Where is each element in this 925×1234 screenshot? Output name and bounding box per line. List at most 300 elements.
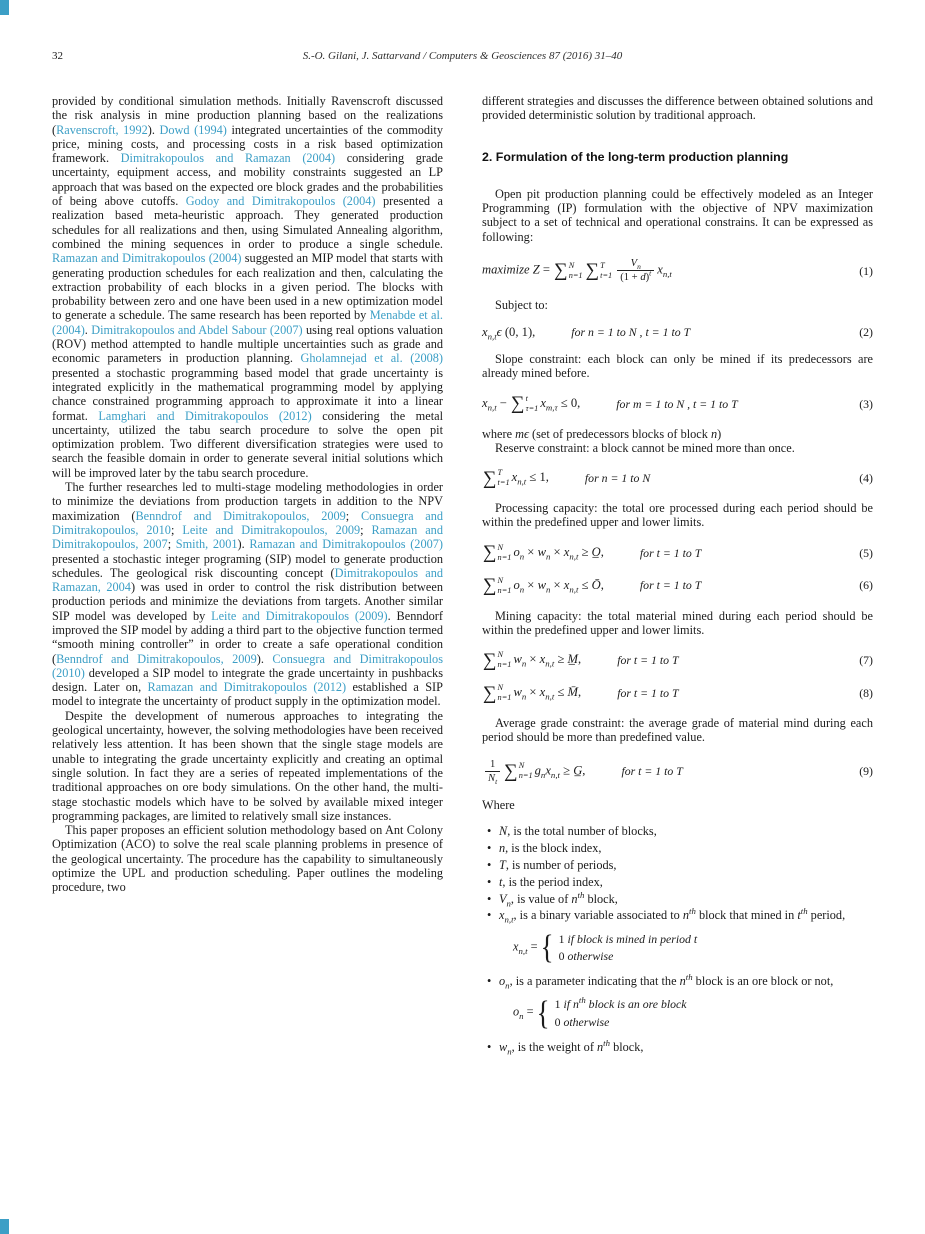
equation-condition: for n = 1 to N , t = 1 to T (571, 324, 691, 339)
text-run: ≤ 0, (557, 395, 581, 410)
citation-link[interactable]: Ramazan and Dimitrakopoulos (2004) (52, 251, 242, 266)
summation-upper-limit: t (525, 393, 528, 403)
text-run: different strategies and discusses the difference between obtained solutions and provided deterministic solution by traditional approach. (482, 94, 873, 123)
summation-limits (526, 394, 539, 414)
text-run: , is the weight of (511, 1040, 597, 1055)
math-variable: o (513, 544, 520, 559)
math-variable: N (499, 824, 508, 839)
summation-symbol (586, 261, 613, 281)
text-run: considering the metal uncertainty, utilized the tabu search procedure to solve the open pit optimization problem. Two different diversification strategies were used to search the feasible domain in order to generate several initial solutions which will be improved later by the tabu search procedure. (52, 408, 443, 480)
math-variable: n (571, 891, 578, 906)
math-subscript: n,t (518, 945, 528, 956)
math-superscript: th (578, 995, 586, 1006)
paragraph (52, 480, 443, 709)
text-run: , is a binary variable associated to (513, 908, 683, 923)
text-run: presented a realization based meta-heuristic approach. They generated production schedules for all realizations and then, using Simulated Annealing algorithm, combined the mining sequences in order to produce a single schedule. (52, 194, 443, 251)
math-subscript: n,t (517, 476, 527, 487)
text-run: Where (482, 798, 515, 813)
left-column (52, 94, 443, 1057)
equation-condition: for t = 1 to T (617, 685, 679, 700)
section-heading: 2. Formulation of the long-term production planning (482, 149, 789, 164)
brace-glyph: { (540, 928, 554, 966)
text-run: , is a parameter indicating that the (509, 974, 680, 989)
math-subscript: n,t (487, 331, 497, 342)
math-variable: t (797, 908, 801, 923)
text-run: developed a SIP model to integrate the grade uncertainty in pushbacks design. Later on, (52, 665, 443, 695)
piecewise-definition (540, 928, 698, 966)
math-variable: t (499, 874, 503, 889)
text-run: Reserve constraint: a block cannot be mined more than once. (495, 440, 795, 455)
math-subscript: n (507, 1046, 512, 1057)
summation-lower-limit: t=1 (497, 478, 510, 488)
citation-link[interactable]: Consuegra and Dimitrakopoulos, 2010 (52, 508, 443, 537)
text-run: , is number of periods, (505, 857, 617, 872)
brace-glyph: { (536, 993, 550, 1032)
equation-number: (9) (859, 764, 873, 779)
list-item (499, 858, 873, 872)
text-run: ≤ (578, 577, 592, 592)
math-subscript: n (505, 980, 510, 991)
equation-number: (2) (859, 324, 873, 339)
citation-link[interactable]: Leite and Dimitrakopoulos (2009) (211, 608, 388, 623)
text-run: ) was used in order to control the risk distribution between production periods and minimize the deviations from targets. Another similar SIP model was developed by (52, 580, 443, 623)
math-superscript: th (577, 889, 585, 900)
summation-lower-limit: n=1 (497, 552, 512, 562)
text-run: considering grade uncertainty, equipment access, and mobility constraints suggested an LP approach that was based on the expected ore block grades and the probabilities of being above cutoffs. (52, 151, 444, 209)
math-variable: V (499, 891, 507, 906)
math-variable: x (511, 470, 518, 485)
text-run: period, (807, 908, 846, 923)
piecewise-row (555, 997, 687, 1011)
piecewise-row (559, 932, 698, 946)
text-run: The further researches led to multi-stage modeling methodologies in order to minimize the deviations from production targets in addition to the NPV maximization ( (52, 480, 443, 523)
text-run: ≥ (554, 651, 568, 666)
piecewise-rows (559, 932, 698, 964)
right-column (482, 94, 873, 1057)
paragraph (482, 798, 873, 812)
text-run: , is the block index, (505, 841, 602, 856)
text-run: ). (147, 122, 160, 137)
summation-limits (569, 261, 583, 281)
math-variable: maximize Z (482, 262, 543, 277)
text-run: ≥ (578, 544, 592, 559)
paragraph (482, 716, 873, 745)
page-number: 32 (52, 50, 63, 62)
summation-symbol (554, 261, 582, 281)
text-run: block, (584, 891, 618, 906)
equation-number: (1) (859, 263, 873, 278)
text-run: ) (717, 426, 722, 441)
math-superscript: t (649, 268, 652, 278)
sigma-glyph: ∑ (504, 760, 518, 782)
math-superscript: th (689, 906, 696, 917)
math-variable: otherwise (563, 1014, 610, 1029)
text-run: ). (237, 537, 250, 552)
text-run: ; (170, 522, 183, 537)
sigma-glyph: ∑ (483, 682, 497, 704)
text-run: ≥ (559, 763, 574, 778)
fraction-denominator (617, 270, 654, 284)
math-superscript: th (685, 972, 693, 983)
text-run: Mining capacity: the total material mined during each period should be within the predefined upper and lower limits. (482, 608, 873, 637)
text-run: = (523, 1005, 537, 1020)
math-variable: x (539, 684, 546, 699)
paragraph (482, 187, 873, 244)
math-variable: ϵ (496, 324, 502, 339)
math-subscript: n (545, 551, 551, 562)
citation-link[interactable]: Benndrof and Dimitrakopoulos, 2009 (135, 508, 346, 523)
math-subscript: n (540, 769, 546, 780)
equation-body (482, 543, 604, 563)
page-edge-mark-bottom (0, 1219, 9, 1234)
equation-condition: for t = 1 to T (639, 578, 702, 593)
text-run: = (542, 262, 554, 277)
equation-body (482, 576, 604, 596)
equation (482, 683, 873, 703)
math-variable: w (499, 1040, 508, 1055)
summation-upper-limit: N (568, 260, 575, 270)
text-run: established a SIP model to integrate the uncertainty of product supply in the optimization model. (52, 680, 443, 709)
citation-link[interactable]: Leite and Dimitrakopoulos, 2009 (182, 522, 361, 537)
text-run: block that mined in (695, 908, 798, 923)
text-run: , (578, 684, 582, 699)
summation-upper-limit: N (497, 575, 504, 585)
equation-number: (8) (859, 685, 873, 700)
summation-lower-limit: n=1 (497, 693, 512, 702)
running-head: S.-O. Gilani, J. Sattarvand / Computers & Geosciences 87 (2016) 31–40 (302, 50, 623, 62)
fraction-numerator (487, 758, 498, 771)
math-variable: block is an ore block (585, 997, 687, 1012)
text-run: . Benndorf improved the SIP model by adding a third part to the objective function termed “smooth mining controller” in order to create a safe operational condition ( (52, 608, 443, 666)
summation-limits (498, 650, 512, 670)
page-header (52, 50, 873, 64)
citation-link[interactable]: Dimitrakopoulos and Ramazan, 2004 (52, 565, 443, 595)
list-item (499, 889, 873, 908)
math-variable: o (499, 974, 506, 989)
citation-link[interactable]: Menabde et al. (2004) (52, 308, 443, 337)
paragraph (482, 609, 873, 638)
summation-upper-limit: N (518, 761, 525, 771)
math-variable: x (539, 651, 546, 666)
fraction-numerator (628, 257, 644, 270)
citation-link[interactable]: Ramazan and Dimitrakopoulos (2007) (249, 537, 443, 552)
summation-limits (498, 683, 512, 703)
equation-number: (4) (859, 471, 873, 486)
text-run: presented a stochastic programming based model that grade uncertainty is integrated explicitly in the mathematical programming model by applying chance constrained programming approach to approximate it into a linear format. (52, 365, 443, 423)
sigma-glyph: ∑ (511, 393, 525, 415)
math-variable: mϵ (515, 426, 529, 441)
math-variable: x (482, 395, 488, 410)
list-item (499, 875, 873, 889)
sigma-glyph: ∑ (585, 260, 600, 282)
text-run: × (550, 577, 564, 592)
math-variable: x (540, 395, 546, 410)
list-item (499, 841, 873, 855)
summation-lower-limit: n=1 (518, 771, 533, 781)
text-run: ; (167, 537, 176, 552)
summation-symbol (483, 468, 510, 488)
summation-limits (498, 468, 510, 488)
text-run: × (526, 651, 540, 666)
sigma-glyph: ∑ (483, 575, 497, 597)
text-run: (0, 1), (501, 324, 536, 339)
equation-condition: for t = 1 to T (621, 764, 683, 779)
text-run: Slope constraint: each block can only be mined if its predecessors are already mined before. (482, 352, 873, 381)
equation-body (482, 324, 536, 342)
summation-limits (600, 261, 612, 281)
equation-body (482, 468, 549, 488)
citation-link[interactable]: Smith, 2001 (175, 537, 238, 552)
text-run: × (550, 544, 564, 559)
math-subscript: n (545, 584, 551, 594)
citation-link[interactable]: Ramazan and Dimitrakopoulos, 2007 (52, 522, 443, 552)
math-variable: M̲ (567, 651, 579, 666)
equation (482, 543, 873, 563)
citation-link[interactable]: Ramazan and Dimitrakopoulos (2012) (147, 680, 347, 695)
text-run: Open pit production planning could be effectively modeled as an Integer Programming (IP) formulation with the objective of NPV maximization subject to a set of technical and operational constrains. It can be expressed as following: (482, 186, 873, 244)
summation-lower-limit: t=1 (600, 270, 613, 280)
paragraph (482, 352, 873, 381)
list-item (499, 906, 873, 966)
math-subscript: n (637, 262, 641, 272)
text-run: × (526, 684, 540, 699)
definition-list (482, 824, 873, 1057)
equation-condition: for t = 1 to T (617, 652, 679, 667)
text-run: × (524, 577, 538, 592)
inline-definition-equation (513, 993, 873, 1032)
math-variable: x (482, 324, 488, 339)
text-run: . (84, 322, 92, 337)
sigma-glyph: ∑ (554, 260, 568, 282)
text-run: , (578, 651, 582, 666)
summation-limits (498, 576, 512, 596)
text-run: , is value of (510, 891, 572, 906)
fraction-denominator (485, 771, 500, 785)
math-variable: x (563, 577, 570, 592)
two-column-layout (52, 94, 873, 1057)
piecewise-row (559, 949, 698, 963)
equation-number: (7) (859, 652, 873, 667)
text-run: , (582, 763, 586, 778)
page-edge-mark-top (0, 0, 9, 15)
text-run: , is the period index, (502, 874, 603, 889)
text-run: block is an ore block or not, (692, 974, 834, 989)
equation (482, 468, 873, 488)
citation-link[interactable]: Godoy and Dimitrakopoulos (2004) (185, 194, 376, 209)
text-run: integrated uncertainties of the commodity price, mining costs, and processing costs in a risk based optimization framework. (52, 122, 443, 166)
math-variable: otherwise (567, 948, 614, 963)
equation (482, 650, 873, 670)
math-variable: g (534, 763, 541, 778)
summation-symbol (483, 576, 511, 596)
math-subscript: m,τ (545, 402, 558, 413)
citation-link[interactable]: Dimitrakopoulos and Ramazan (2004) (120, 151, 336, 166)
paragraph (482, 441, 873, 455)
math-subscript: n (521, 691, 527, 702)
math-variable: T (499, 857, 506, 872)
text-run: = (527, 939, 541, 954)
math-subscript: n (519, 1011, 524, 1022)
text-run: where (482, 426, 516, 441)
text-run: ; (360, 522, 372, 537)
equation (482, 576, 873, 596)
math-subscript: n,t (545, 658, 555, 669)
equation-number: (5) (859, 545, 873, 560)
text-run: block, (610, 1040, 644, 1055)
citation-link[interactable]: Benndrof and Dimitrakopoulos, 2009 (56, 651, 257, 666)
math-variable: n (710, 426, 718, 441)
inline-definition-equation (513, 928, 873, 966)
text-run: , is the total number of blocks, (507, 824, 657, 839)
citation-link[interactable]: Dowd (1994) (159, 122, 227, 137)
sigma-glyph: ∑ (483, 467, 497, 489)
math-variable: x (513, 939, 519, 954)
paragraph (482, 94, 873, 123)
text-run: × (524, 544, 538, 559)
citation-link[interactable]: Lamghari and Dimitrakopoulos (2012) (98, 408, 312, 423)
equation-number: (6) (859, 578, 873, 593)
math-variable: x (563, 544, 570, 559)
equation (482, 257, 873, 284)
equation-body (482, 683, 581, 703)
text-run: suggested an MIP model that starts with generating production schedules for each realization and then, calculating the extraction probability of each blocks in a given period. The blocks with probability between zero and one have been used in a new optimization model to generate a schedule. The same research has been reported by (52, 251, 443, 323)
math-variable: N (488, 772, 496, 784)
paragraph (482, 298, 873, 312)
math-variable: o (513, 1005, 520, 1020)
math-subscript: n,t (569, 584, 579, 594)
math-variable: x (657, 262, 663, 277)
math-subscript: n,t (569, 551, 579, 562)
math-subscript: n,t (504, 914, 514, 925)
paragraph (482, 501, 873, 530)
text-run: 1 (489, 758, 496, 770)
math-variable: n (597, 1040, 604, 1055)
math-variable: o (513, 577, 520, 592)
math-variable: Ō (591, 577, 601, 592)
list-item (499, 1037, 873, 1057)
math-variable: w (537, 544, 546, 559)
fraction (485, 758, 500, 785)
math-subscript: n (519, 584, 525, 594)
math-variable: x (545, 763, 551, 778)
text-run: ). (256, 651, 273, 666)
math-subscript: n,t (487, 402, 497, 413)
list-item (499, 972, 873, 1032)
text-run: using real options valuation (ROV) method attempted to handle multiple uncertainties such as grade and economic parameters in production planning. (52, 322, 443, 366)
equation-condition: for m = 1 to N , t = 1 to T (616, 396, 738, 411)
math-superscript: th (800, 906, 808, 917)
math-subscript: n (519, 551, 525, 562)
math-subscript: n,t (662, 269, 672, 280)
math-variable: n (679, 974, 686, 989)
equation-body (482, 650, 581, 670)
summation-lower-limit: τ=1 (525, 403, 539, 413)
text-run: ≤ (554, 684, 568, 699)
equation (482, 324, 873, 342)
math-variable: d (640, 272, 646, 284)
math-variable: w (513, 684, 522, 699)
citation-link[interactable]: Ravenscroft, 1992 (56, 122, 148, 137)
math-variable: n (682, 908, 690, 923)
text-run: ≤ 1, (526, 470, 549, 485)
text-run: Processing capacity: the total ore processed during each period should be within the predefined upper and lower limits. (482, 501, 873, 530)
math-variable: O̲ (591, 544, 601, 559)
equation (482, 758, 873, 785)
math-subscript: n,t (550, 769, 560, 780)
summation-symbol (483, 650, 511, 670)
math-subscript: t (495, 776, 498, 786)
text-run: ) (645, 272, 650, 284)
paragraph (52, 823, 443, 894)
equation-body (482, 394, 580, 414)
summation-lower-limit: n=1 (497, 660, 512, 670)
text-run: − (496, 395, 511, 410)
piecewise-row (555, 1015, 687, 1029)
math-variable: M̄ (567, 684, 579, 699)
sigma-glyph: ∑ (483, 649, 497, 671)
text-run: (set of predecessors blocks of block (528, 426, 711, 441)
text-run: ; (345, 508, 361, 523)
math-subscript: n (521, 658, 527, 669)
paragraph (52, 709, 443, 823)
math-superscript: th (603, 1037, 610, 1048)
fraction (617, 257, 654, 284)
summation-upper-limit: N (497, 542, 504, 552)
text-run: provided by conditional simulation methods. Initially Ravenscroft discussed the risk analysis in mine production planning based on the realizations ( (52, 94, 443, 137)
paragraph (52, 94, 443, 480)
equation-body (482, 257, 672, 284)
math-variable: if block is mined in period t (567, 931, 698, 946)
math-variable: x (499, 908, 505, 923)
math-subscript: n (506, 897, 511, 908)
citation-link[interactable]: Dimitrakopoulos and Abdel Sabour (2007) (91, 322, 303, 337)
list-item (499, 824, 873, 838)
text-run: 0 (558, 948, 568, 963)
piecewise-rows (555, 997, 687, 1029)
text-run: 1 (554, 997, 564, 1012)
text-run: 0 (554, 1014, 564, 1029)
summation-lower-limit: n=1 (497, 585, 512, 595)
text-run: Despite the development of numerous approaches to integrating the geological uncertainty, however, the solving methodologies have been received relatively less attention. It has been shown that the single stage models are unable to integrating the grade uncertainty explicitly and creating an optimal single solution. In fact they are a series of repeated implementations of the traditional approaches on ore body simulations. On the other hand, the multi-stage stochastic models which have to be solved by available mixed integer programming packages, are limited to relatively small size instances. (52, 708, 443, 823)
text-run: , (600, 577, 604, 592)
equation-number: (3) (859, 396, 873, 411)
summation-symbol (483, 543, 511, 563)
equation-condition: for t = 1 to T (639, 545, 702, 560)
math-variable: w (513, 651, 522, 666)
citation-link[interactable]: Gholamnejad et al. (2008) (300, 351, 444, 366)
text-run: Subject to: (495, 297, 548, 312)
equation (482, 394, 873, 414)
math-variable: w (537, 577, 546, 592)
math-variable: n (499, 841, 506, 856)
summation-symbol (483, 683, 511, 703)
math-variable: if n (563, 997, 579, 1012)
summation-upper-limit: T (600, 260, 605, 270)
text-run: (1 + (620, 272, 641, 284)
paragraph (482, 427, 873, 441)
math-variable: V (630, 258, 638, 270)
text-run: presented a stochastic integer programing (SIP) model to generate production schedules. The geological risk discounting concept ( (52, 551, 443, 580)
summation-limits (519, 761, 533, 781)
text-run: This paper proposes an efficient solution methodology based on Ant Colony Optimization (ACO) to solve the real scale planning problems in presence of the geological uncertainty. The procedure has the capability to simultaneously optimize the UPL and production scheduling. Paper outlines the modeling procedure, two (52, 823, 443, 895)
equation-condition: for n = 1 to N (584, 471, 651, 486)
summation-upper-limit: N (497, 683, 504, 693)
text-run: Average grade constraint: the average grade of material mind during each period should be more than predefined value. (482, 715, 873, 745)
citation-link[interactable]: Consuegra and Dimitrakopoulos (2010) (52, 651, 443, 680)
text-run: 1 (558, 931, 568, 946)
math-variable: G̲ (573, 763, 583, 778)
piecewise-definition (536, 993, 687, 1032)
